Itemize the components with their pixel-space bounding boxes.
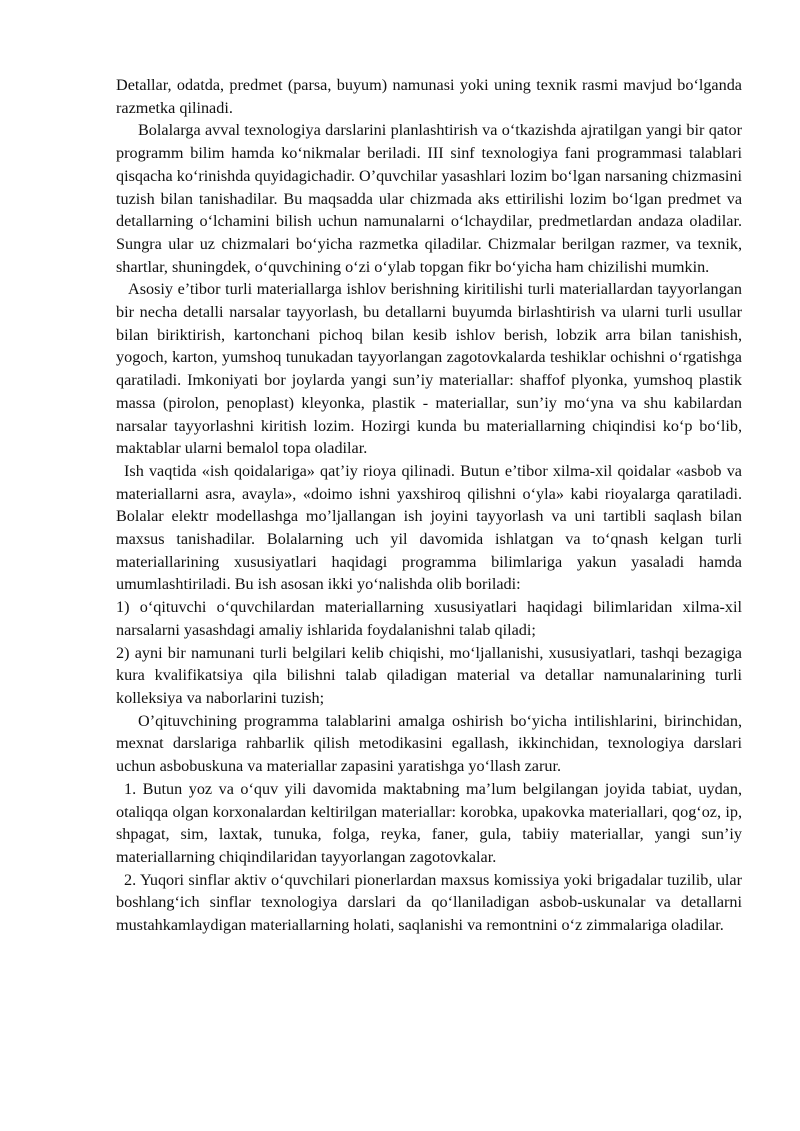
list-item-direction-2: 2) ayni bir namunani turli belgilari kelib chiqishi, mo‘ljallanishi, xususiyatlari, tashqi bezagiga kura kvalifikatsiya qila bilishni talab qiladigan material va detallar namunalarining turli kolleksiya va naborlarini tuzish; <box>116 643 742 707</box>
list-item-collection-2: 2. Yuqori sinflar aktiv o‘quvchilari pionerlardan maxsus komissiya yoki brigadalar tuzilib, ular boshlang‘ich sinflar texnologiya darslari da qo‘llaniladigan asbob-uskunalar va detallarni mustahkamlaydigan materiallarning holati, saqlanishi va remontnini o‘z zimmalariga oladilar. <box>116 870 742 935</box>
paragraph-intro: Detallar, odatda, predmet (parsa, buyum) namunasi yoki uning texnik rasmi mavjud bo‘lganda razmetka qilinadi. <box>116 76 742 117</box>
paragraph-work-rules: Ish vaqtida «ish qoidalariga» qat’iy rioya qilinadi. Butun e’tibor xilma-xil qoidalar «asbob va materiallarni asra, avayla», «doimo ishni yaxshiroq qilishni o‘yla» kabi rioyalarga qaratiladi. Bolalar elektr modellashga mo’ljallangan ish joyini tayyorlash va uni tartibli saqlash bilan maxsus tanishadilar. Bolalarning uch yil davomida ishlatgan va to‘qnash kelgan turli materiallarining xususiyatlari haqidagi programma bilimlariga yakun yasaladi hamda umumlashtiriladi. Bu ish asosan ikki yo‘nalishda olib boriladi: <box>116 461 742 594</box>
document-page <box>116 74 742 937</box>
paragraph-program-requirements: Bolalarga avval texnologiya darslarini planlashtirish va o‘tkazishda ajratilgan yangi bir qator programm bilim hamda ko‘nikmalar beriladi. III sinf texnologiya fani programmasi talablari qisqacha ko‘rinishda quyidagichadir. O’quvchilar yasashlari lozim bo‘lgan narsaning chizmasini tuzish bilan tanishadilar. Bu maqsadda ular chizmada aks ettirilishi lozim bo‘lgan predmet va detallarning o‘lchamini bilish uchun namunalarni o‘lchaydilar, predmetlardan andaza oladilar. Sungra ular uz chizmalari bo‘yicha razmetka qiladilar. Chizmalar berilgan razmer, va texnik, shartlar, shuningdek, o‘quvchining o‘zi o‘ylab topgan fikr bo‘yicha ham chizilishi mumkin. <box>116 121 742 276</box>
paragraph-materials-processing: Asosiy e’tibor turli materiallarga ishlov berishning kiritilishi turli materiallardan tayyorlangan bir necha detalli narsalar tayyorlash, bu detallarni buyumda birlashtirish va ularni turli usullar bilan biriktirish, kartonchani pichoq bilan kesib ishlov berish, lobzik arra bilan tanishish, yogoch, karton, yumshoq tunukadan tayyorlangan zagotovkalarda teshiklar ochishni o‘rgatishga qaratiladi. Imkoniyati bor joylarda yangi sun’iy materiallar: shaffof plyonka, yumshoq plastik massa (pirolon, penoplast) kleyonka, plastik - materiallar, sun’iy mo‘yna va shu kabilardan narsalar tayyorlashni kiritish lozim. Hozirgi kunda bu materiallarning chiqindisi ko‘p bo‘lib, maktablar ularni bemalol topa oladilar. <box>116 280 742 458</box>
list-item-direction-1: 1) o‘qituvchi o‘quvchilardan materiallarning xususiyatlari haqidagi bilimlaridan xilma-xil narsalarni yasashdagi amaliy ishlarida foydalanishni talab qiladi; <box>116 598 742 639</box>
paragraph-teacher-efforts: O’qituvchining programma talablarini amalga oshirish bo‘yicha intilishlarini, birinchidan, mexnat darslariga rahbarlik qilish metodikasini egallash, ikkinchidan, texnologiya darslari uchun asbobuskuna va materiallar zapasini yaratishga yo‘llash zarur. <box>116 711 742 776</box>
list-item-collection-1: 1. Butun yoz va o‘quv yili davomida maktabning ma’lum belgilangan joyida tabiat, uydan, otaliqqa olgan korxonalardan keltirilgan materiallar: korobka, upakovka materiallari, qog‘oz, ip, shpagat, sim, laxtak, tunuka, folga, reyka, faner, gula, tabiiy materiallar, yangi sun’iy materiallarning chiqindilaridan tayyorlangan zagotovkalar. <box>116 779 742 866</box>
